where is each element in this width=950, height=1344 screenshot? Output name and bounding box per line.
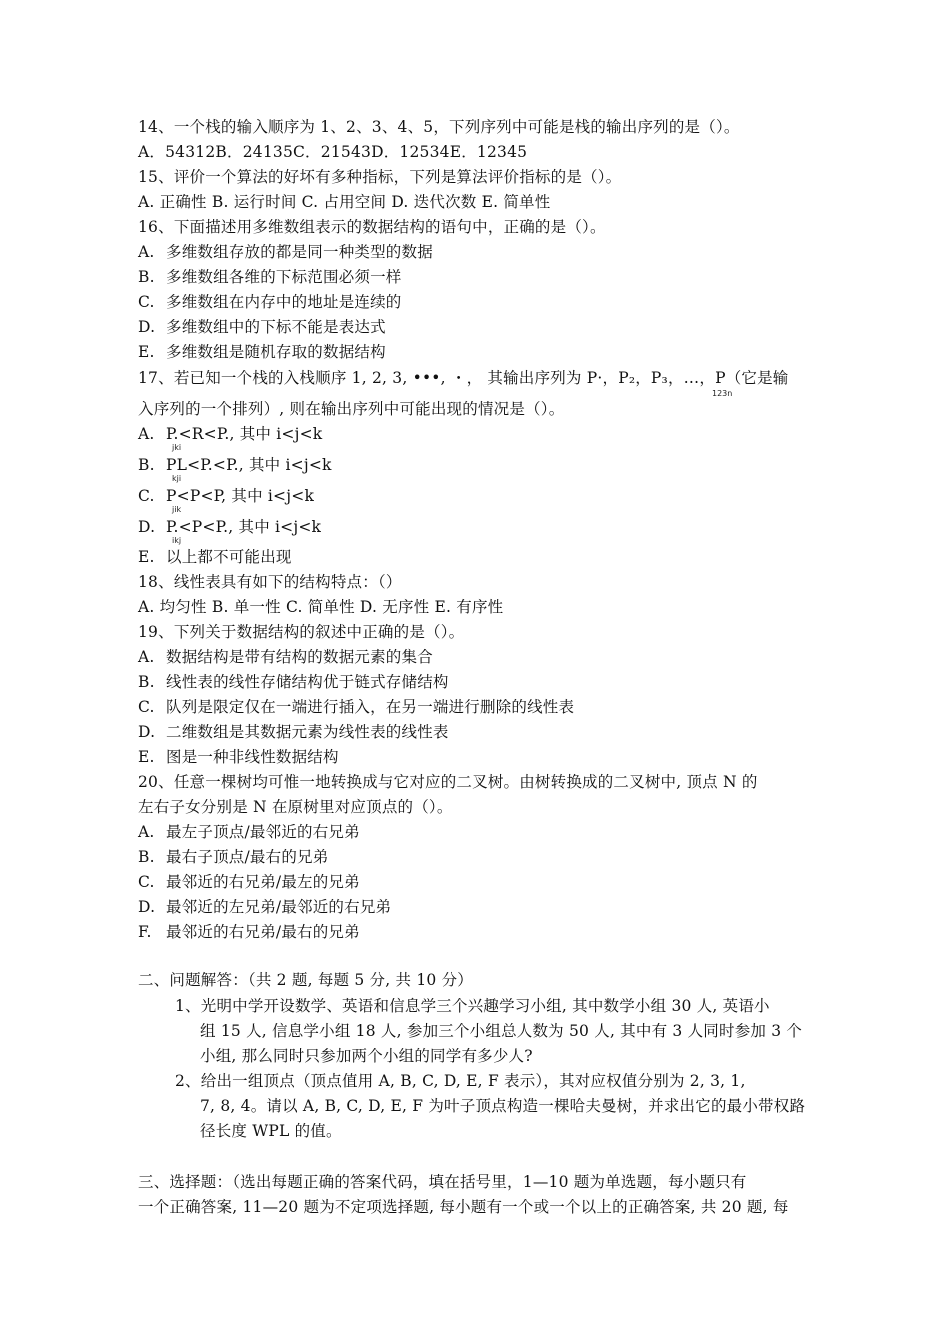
q17-option-c: C. P<P<P, 其中 i<j<k xyxy=(138,487,315,505)
q16-option-b: B. 多维数组各维的下标范围必须一样 xyxy=(138,268,402,286)
section2-q1-line1: 1、光明中学开设数学、英语和信息学三个兴趣学习小组, 其中数学小组 30 人, 英语小 xyxy=(175,997,770,1015)
q15-options: A. 正确性 B. 运行时间 C. 占用空间 D. 迭代次数 E. 简单性 xyxy=(138,193,551,211)
q19-option-e: E. 图是一种非线性数据结构 xyxy=(138,748,339,766)
q19-option-a: A. 数据结构是带有结构的数据元素的集合 xyxy=(138,648,433,666)
q17-option-c-subscript: jik xyxy=(172,505,182,514)
q17-option-e: E. 以上都不可能出现 xyxy=(138,548,292,566)
q16-option-e: E. 多维数组是随机存取的数据结构 xyxy=(138,343,386,361)
q20-stem-line2: 左右子女分别是 N 在原树里对应顶点的（）。 xyxy=(138,798,453,816)
section2-heading: 二、问题解答：（共 2 题, 每题 5 分, 共 10 分） xyxy=(138,971,473,989)
q17-option-d-subscript: ikj xyxy=(172,536,182,545)
q14-stem: 14、一个栈的输入顺序为 1、2、3、4、5，下列序列中可能是栈的输出序列的是（）。 xyxy=(138,118,740,136)
q17-option-a: A. P.<R<P., 其中 i<j<k xyxy=(138,425,323,443)
section2-q2-line3: 径长度 WPL 的值。 xyxy=(200,1122,342,1140)
q20-option-d: D. 最邻近的左兄弟/最邻近的右兄弟 xyxy=(138,898,392,916)
section2-q1-line3: 小组, 那么同时只参加两个小组的同学有多少人? xyxy=(200,1047,533,1065)
section2-q2-line2: 7, 8, 4。请以 A, B, C, D, E, F 为叶子顶点构造一棵哈夫曼树，并求出它的最小带权路 xyxy=(200,1097,806,1115)
q18-stem: 18、线性表具有如下的结构特点：（） xyxy=(138,573,402,591)
q20-option-a: A. 最左子顶点/最邻近的右兄弟 xyxy=(138,823,360,841)
q17-stem-line1: 17、若已知一个栈的入栈顺序 1, 2, 3, •••, ・， 其输出序列为 P·，P₂，P₃，…，P（它是输 xyxy=(138,369,789,387)
q20-option-f: F. 最邻近的右兄弟/最右的兄弟 xyxy=(138,923,360,941)
q15-stem: 15、评价一个算法的好坏有多种指标，下列是算法评价指标的是（）。 xyxy=(138,168,622,186)
section3-line1: 三、选择题：（选出每题正确的答案代码，填在括号里，1—10 题为单选题，每小题只有 xyxy=(138,1173,747,1191)
q17-option-d: D. P.<P<P., 其中 i<j<k xyxy=(138,518,322,536)
q20-option-b: B. 最右子顶点/最右的兄弟 xyxy=(138,848,329,866)
q16-stem: 16、下面描述用多维数组表示的数据结构的语句中，正确的是（）。 xyxy=(138,218,606,236)
q20-stem-line1: 20、任意一棵树均可惟一地转换成与它对应的二叉树。由树转换成的二叉树中, 顶点 N 的 xyxy=(138,773,758,791)
q19-stem: 19、下列关于数据结构的叙述中正确的是（）。 xyxy=(138,623,465,641)
section2-q1-line2: 组 15 人, 信息学小组 18 人, 参加三个小组总人数为 50 人, 其中有 3 人同时参加 3 个 xyxy=(200,1022,803,1040)
q17-option-a-subscript: jki xyxy=(172,443,182,452)
section2-q2-line1: 2、给出一组顶点（顶点值用 A, B, C, D, E, F 表示），其对应权值分别为 2, 3, 1, xyxy=(175,1072,746,1090)
q20-option-c: C. 最邻近的右兄弟/最左的兄弟 xyxy=(138,873,360,891)
q17-option-b: B. PL<P.<P., 其中 i<j<k xyxy=(138,456,332,474)
q18-options: A. 均匀性 B. 单一性 C. 简单性 D. 无序性 E. 有序性 xyxy=(138,598,504,616)
q19-option-b: B. 线性表的线性存储结构优于链式存储结构 xyxy=(138,673,449,691)
section3-line2: 一个正确答案, 11—20 题为不定项选择题, 每小题有一个或一个以上的正确答案, 共 20 题, 每 xyxy=(138,1198,789,1216)
q19-option-d: D. 二维数组是其数据元素为线性表的线性表 xyxy=(138,723,449,741)
q16-option-d: D. 多维数组中的下标不能是表达式 xyxy=(138,318,386,336)
q19-option-c: C. 队列是限定仅在一端进行插入，在另一端进行删除的线性表 xyxy=(138,698,575,716)
q17-option-b-subscript: kji xyxy=(172,474,182,483)
q16-option-c: C. 多维数组在内存中的地址是连续的 xyxy=(138,293,402,311)
q16-option-a: A. 多维数组存放的都是同一种类型的数据 xyxy=(138,243,433,261)
q17-stem-subscript: 123n xyxy=(712,389,733,398)
q14-options: A．54312B．24135C．21543D．12534E．12345 xyxy=(138,143,528,161)
q17-stem-line2: 入序列的一个排列）, 则在输出序列中可能出现的情况是（）。 xyxy=(138,400,565,418)
